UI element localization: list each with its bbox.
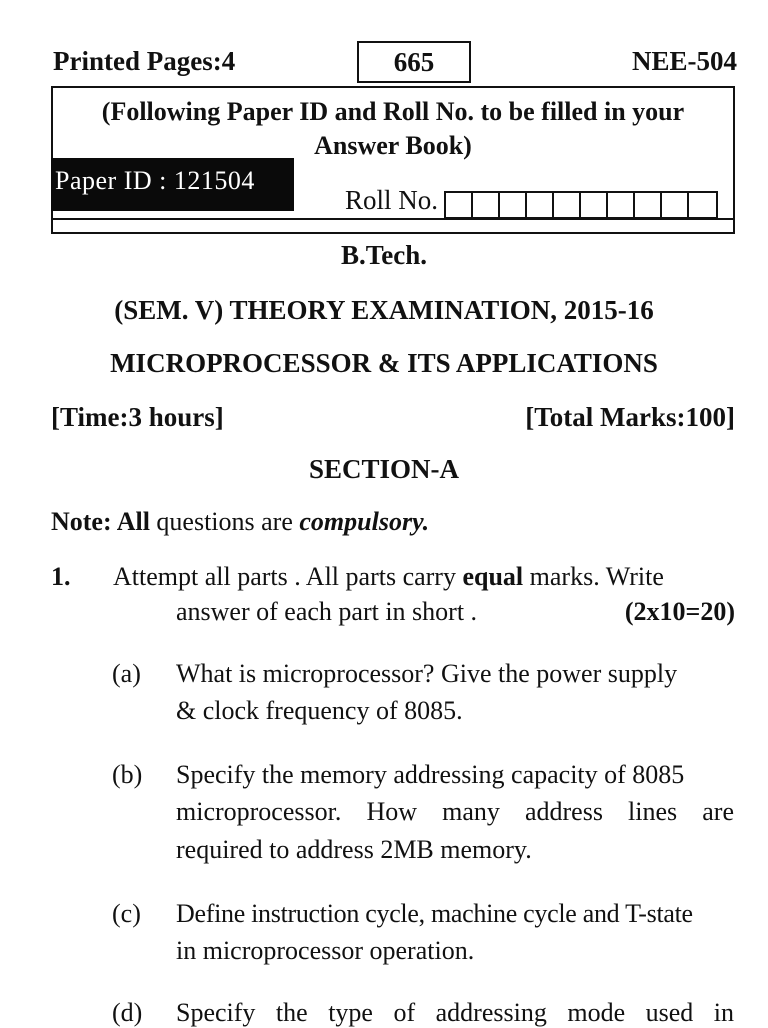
note-middle: questions are	[149, 507, 300, 536]
roll-digit-box[interactable]	[473, 193, 500, 217]
part-b-line-2: microprocessor. How many address lines are	[176, 797, 734, 826]
roll-digit-box[interactable]	[554, 193, 581, 217]
roll-digit-box[interactable]	[527, 193, 554, 217]
roll-digit-box[interactable]	[608, 193, 635, 217]
question-text: Attempt all parts . All parts carry	[113, 562, 463, 591]
roll-digit-box[interactable]	[662, 193, 689, 217]
paper-code-box: 665	[357, 41, 471, 83]
note-prefix: Note: All	[51, 507, 150, 536]
paper-id-label: Paper ID : 121504	[51, 158, 294, 211]
part-a-line-1: What is microprocessor? Give the power supply	[176, 659, 678, 688]
part-b-line-3: required to address 2MB memory.	[176, 835, 532, 864]
exam-title: (SEM. V) THEORY EXAMINATION, 2015-16	[114, 295, 654, 325]
part-b-line-1: Specify the memory addressing capacity of 8085	[176, 760, 685, 789]
roll-digit-box[interactable]	[446, 193, 473, 217]
part-c-line-1: Define instruction cycle, machine cycle and T-state	[176, 899, 693, 928]
note	[51, 507, 429, 537]
roll-digit-box[interactable]	[635, 193, 662, 217]
roll-no-boxes[interactable]	[444, 191, 718, 219]
instruction-line-1: (Following Paper ID and Roll No. to be filled in your	[101, 97, 685, 126]
part-d-line-1: Specify the type of addressing mode used in	[176, 998, 734, 1027]
section-heading: SECTION-A	[308, 454, 460, 484]
subject-title: MICROPROCESSOR & ITS APPLICATIONS	[110, 348, 658, 378]
total-marks: [Total Marks:100]	[525, 402, 735, 432]
subject-code: NEE-504	[631, 46, 737, 76]
roll-digit-box[interactable]	[581, 193, 608, 217]
question-marks: (2x10=20)	[624, 597, 735, 626]
time-allowed: [Time:3 hours]	[51, 402, 224, 432]
instruction-line-2: Answer Book)	[314, 131, 472, 160]
question-number: 1.	[51, 562, 71, 591]
part-a-label: (a)	[112, 659, 141, 688]
part-c-line-2: in microprocessor operation.	[176, 936, 475, 965]
roll-digit-box[interactable]	[500, 193, 527, 217]
part-c-label: (c)	[112, 899, 141, 928]
part-b-label: (b)	[112, 760, 143, 789]
question-text-end: marks. Write	[523, 562, 664, 591]
question-line-1	[113, 562, 664, 592]
roll-digit-box[interactable]	[689, 193, 716, 217]
printed-pages: Printed Pages:4	[53, 46, 236, 76]
question-emphasis: equal	[462, 562, 524, 591]
degree: B.Tech.	[340, 240, 428, 270]
note-emphasis: compulsory.	[299, 507, 430, 536]
roll-no-label: Roll No.	[345, 185, 439, 215]
question-line-2: answer of each part in short .	[176, 597, 478, 626]
part-d-label: (d)	[112, 998, 143, 1027]
part-a-line-2: & clock frequency of 8085.	[176, 696, 463, 725]
